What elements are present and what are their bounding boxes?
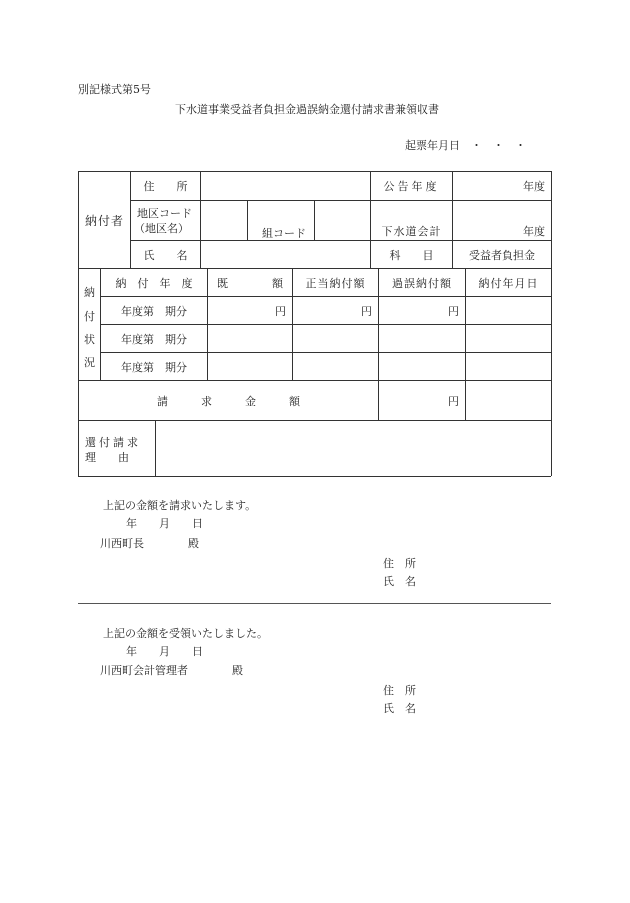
row-date[interactable] [466, 297, 551, 324]
document-title: 下水道事業受益者負担金過誤納金還付請求書兼領収書 [175, 103, 439, 116]
notice-year-unit[interactable]: 年度 [523, 180, 545, 193]
col-already-paid: 既 額 [217, 276, 283, 290]
group-code-label: 組コード [262, 227, 306, 240]
row-already[interactable]: 円 [275, 304, 286, 318]
notice-year-label: 公告年度 [383, 180, 440, 193]
section-divider [78, 603, 551, 604]
address-field[interactable] [201, 172, 370, 200]
status-char: 納 [84, 286, 95, 299]
col-payment-date: 納付年月日 [478, 276, 539, 290]
name-label: 氏 名 [143, 248, 188, 262]
request-date[interactable]: 年 月 日 [126, 517, 203, 530]
date-line: 起票年月日 ・ ・ ・ [405, 139, 526, 152]
row-period: 年度第 期分 [121, 360, 187, 374]
form-number: 別記様式第5号 [78, 83, 151, 96]
subject-label: 科 目 [389, 248, 434, 262]
status-char: 況 [84, 356, 95, 369]
row-correct[interactable] [293, 353, 372, 380]
row-date[interactable] [466, 353, 551, 380]
status-char: 付 [84, 310, 95, 323]
claim-amount-label: 請 求 金 額 [157, 394, 300, 408]
col-correct-amount: 正当納付額 [305, 276, 366, 290]
subject-value: 受益者負担金 [469, 248, 535, 262]
status-char: 状 [84, 333, 95, 346]
district-name-label: （地区名） [134, 222, 189, 235]
district-code-label: 地区コード [137, 207, 192, 220]
col-overpaid: 過誤納付額 [392, 276, 452, 290]
row-overpaid[interactable] [379, 325, 459, 352]
receipt-date[interactable]: 年 月 日 [126, 645, 203, 658]
receipt-name-label: 氏 名 [383, 702, 416, 715]
refund-reason-label-2: 理 由 [85, 451, 129, 464]
row-correct[interactable]: 円 [361, 304, 372, 318]
sewer-account-label: 下水道会計 [381, 225, 442, 238]
row-period: 年度第 期分 [121, 304, 187, 318]
request-statement: 上記の金額を請求いたします。 [103, 499, 257, 512]
row-overpaid[interactable]: 円 [448, 304, 459, 318]
row-overpaid[interactable] [379, 353, 459, 380]
request-address-label: 住 所 [383, 557, 416, 570]
refund-reason-field[interactable] [156, 421, 551, 476]
receipt-address-label: 住 所 [383, 684, 416, 697]
row-already[interactable] [208, 325, 286, 352]
district-code-field[interactable] [201, 201, 247, 240]
row-correct[interactable] [293, 325, 372, 352]
receipt-statement: 上記の金額を受領いたしました。 [103, 627, 268, 640]
name-field[interactable] [201, 241, 370, 268]
claim-amount-unit[interactable]: 円 [448, 394, 459, 408]
row-already[interactable] [208, 353, 286, 380]
receipt-addressee: 川西町会計管理者 殿 [100, 664, 243, 677]
request-name-label: 氏 名 [383, 575, 416, 588]
col-fiscal-year: 納 付 年 度 [115, 276, 193, 290]
row-period: 年度第 期分 [121, 332, 187, 346]
address-label: 住 所 [143, 180, 188, 193]
claim-amount-extra[interactable] [466, 381, 551, 420]
refund-reason-label-1: 還付請求 [85, 436, 141, 449]
payment-status-label [79, 268, 100, 380]
row-date[interactable] [466, 325, 551, 352]
group-code-field[interactable] [315, 201, 370, 240]
payer-label: 納付者 [84, 213, 124, 228]
request-addressee: 川西町長 殿 [100, 537, 199, 550]
sewer-account-unit[interactable]: 年度 [523, 225, 545, 238]
